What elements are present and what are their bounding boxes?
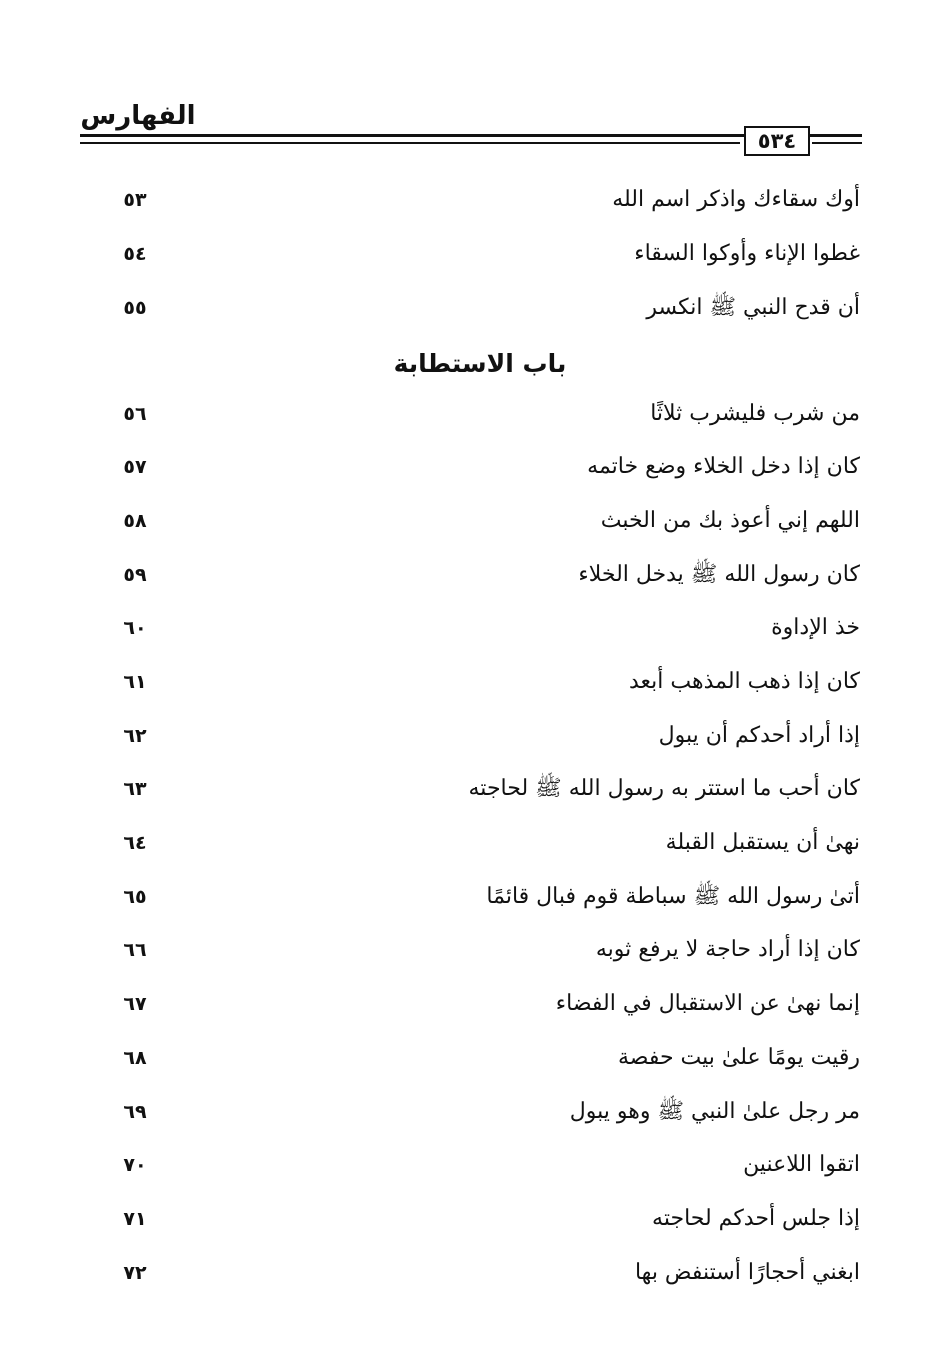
entry-text: رقيت يومًا علىٰ بيت حفصة <box>617 1045 860 1070</box>
entry-text: ابغني أحجارًا أستنفض بها <box>634 1260 860 1285</box>
entry-text: غطوا الإناء وأوكوا السقاء <box>634 241 860 266</box>
entry-number: ٧١ <box>123 1208 147 1230</box>
index-entry <box>100 1092 860 1132</box>
index-entry <box>100 716 860 756</box>
entry-number: ٦٥ <box>123 886 147 908</box>
header-rule-thin <box>80 142 740 144</box>
index-entry <box>100 1145 860 1185</box>
entry-number: ٥٥ <box>123 297 147 319</box>
entry-text: أن قدح النبي ﷺ انكسر <box>646 295 860 320</box>
entry-text: مر رجل علىٰ النبي ﷺ وهو يبول <box>569 1099 860 1124</box>
index-entry <box>100 180 860 220</box>
index-entry <box>100 984 860 1024</box>
index-entry <box>100 769 860 809</box>
entry-text: من شرب فليشرب ثلاثًا <box>650 401 860 426</box>
entry-text: إذا جلس أحدكم لحاجته <box>652 1206 860 1231</box>
entry-number: ٦٢ <box>123 725 147 747</box>
entry-text: كان رسول الله ﷺ يدخل الخلاء <box>578 562 860 587</box>
entry-number: ٦٤ <box>123 832 147 854</box>
entry-number: ٦٧ <box>123 993 147 1015</box>
entry-number: ٥٩ <box>123 564 147 586</box>
entry-number: ٧٢ <box>123 1262 147 1284</box>
entry-text: كان أحب ما استتر به رسول الله ﷺ لحاجته <box>468 776 860 801</box>
entry-number: ٦٨ <box>123 1047 147 1069</box>
index-entry <box>100 662 860 702</box>
section-heading: باب الاستطابة <box>393 349 567 378</box>
index-entry <box>100 394 860 434</box>
entry-number: ٥٤ <box>123 243 147 265</box>
entry-text: خذ الإداوة <box>771 615 860 640</box>
running-header-title: الفهارس <box>80 101 196 131</box>
header-rule-thin-right <box>812 142 862 144</box>
entry-text: أتىٰ رسول الله ﷺ سباطة قوم فبال قائمًا <box>486 884 860 909</box>
entry-text: كان إذا ذهب المذهب أبعد <box>628 669 860 694</box>
entry-number: ٥٧ <box>123 456 147 478</box>
index-entry <box>100 1253 860 1293</box>
index-entry <box>100 930 860 970</box>
index-entry <box>100 608 860 648</box>
entry-text: إنما نهىٰ عن الاستقبال في الفضاء <box>555 991 860 1016</box>
entry-number: ٥٦ <box>123 403 147 425</box>
index-entry <box>100 1199 860 1239</box>
entry-number: ٦٩ <box>123 1101 147 1123</box>
entry-text: كان إذا أراد حاجة لا يرفع ثوبه <box>595 937 860 962</box>
index-entry <box>100 823 860 863</box>
entry-number: ٦٣ <box>123 778 147 800</box>
index-entry <box>100 447 860 487</box>
entry-number: ٥٣ <box>123 189 147 211</box>
index-entry <box>100 1038 860 1078</box>
index-entry <box>100 555 860 595</box>
entry-number: ٥٨ <box>123 510 147 532</box>
entry-text: اتقوا اللاعنين <box>743 1152 860 1177</box>
entry-text: أوك سقاءك واذكر اسم الله <box>612 187 860 212</box>
entry-text: نهىٰ أن يستقبل القبلة <box>665 830 860 855</box>
entry-text: كان إذا دخل الخلاء وضع خاتمه <box>587 454 860 479</box>
entry-number: ٦٠ <box>123 617 147 639</box>
entry-number: ٦١ <box>123 671 147 693</box>
index-entry <box>100 234 860 274</box>
index-entry <box>100 877 860 917</box>
index-entry <box>100 501 860 541</box>
entry-number: ٦٦ <box>123 939 147 961</box>
entry-number: ٧٠ <box>123 1154 147 1176</box>
entry-text: اللهم إني أعوذ بك من الخبث <box>600 508 860 533</box>
page-number-box: ٥٣٤ <box>744 126 810 156</box>
index-entry <box>100 288 860 328</box>
entry-text: إذا أراد أحدكم أن يبول <box>658 723 860 748</box>
